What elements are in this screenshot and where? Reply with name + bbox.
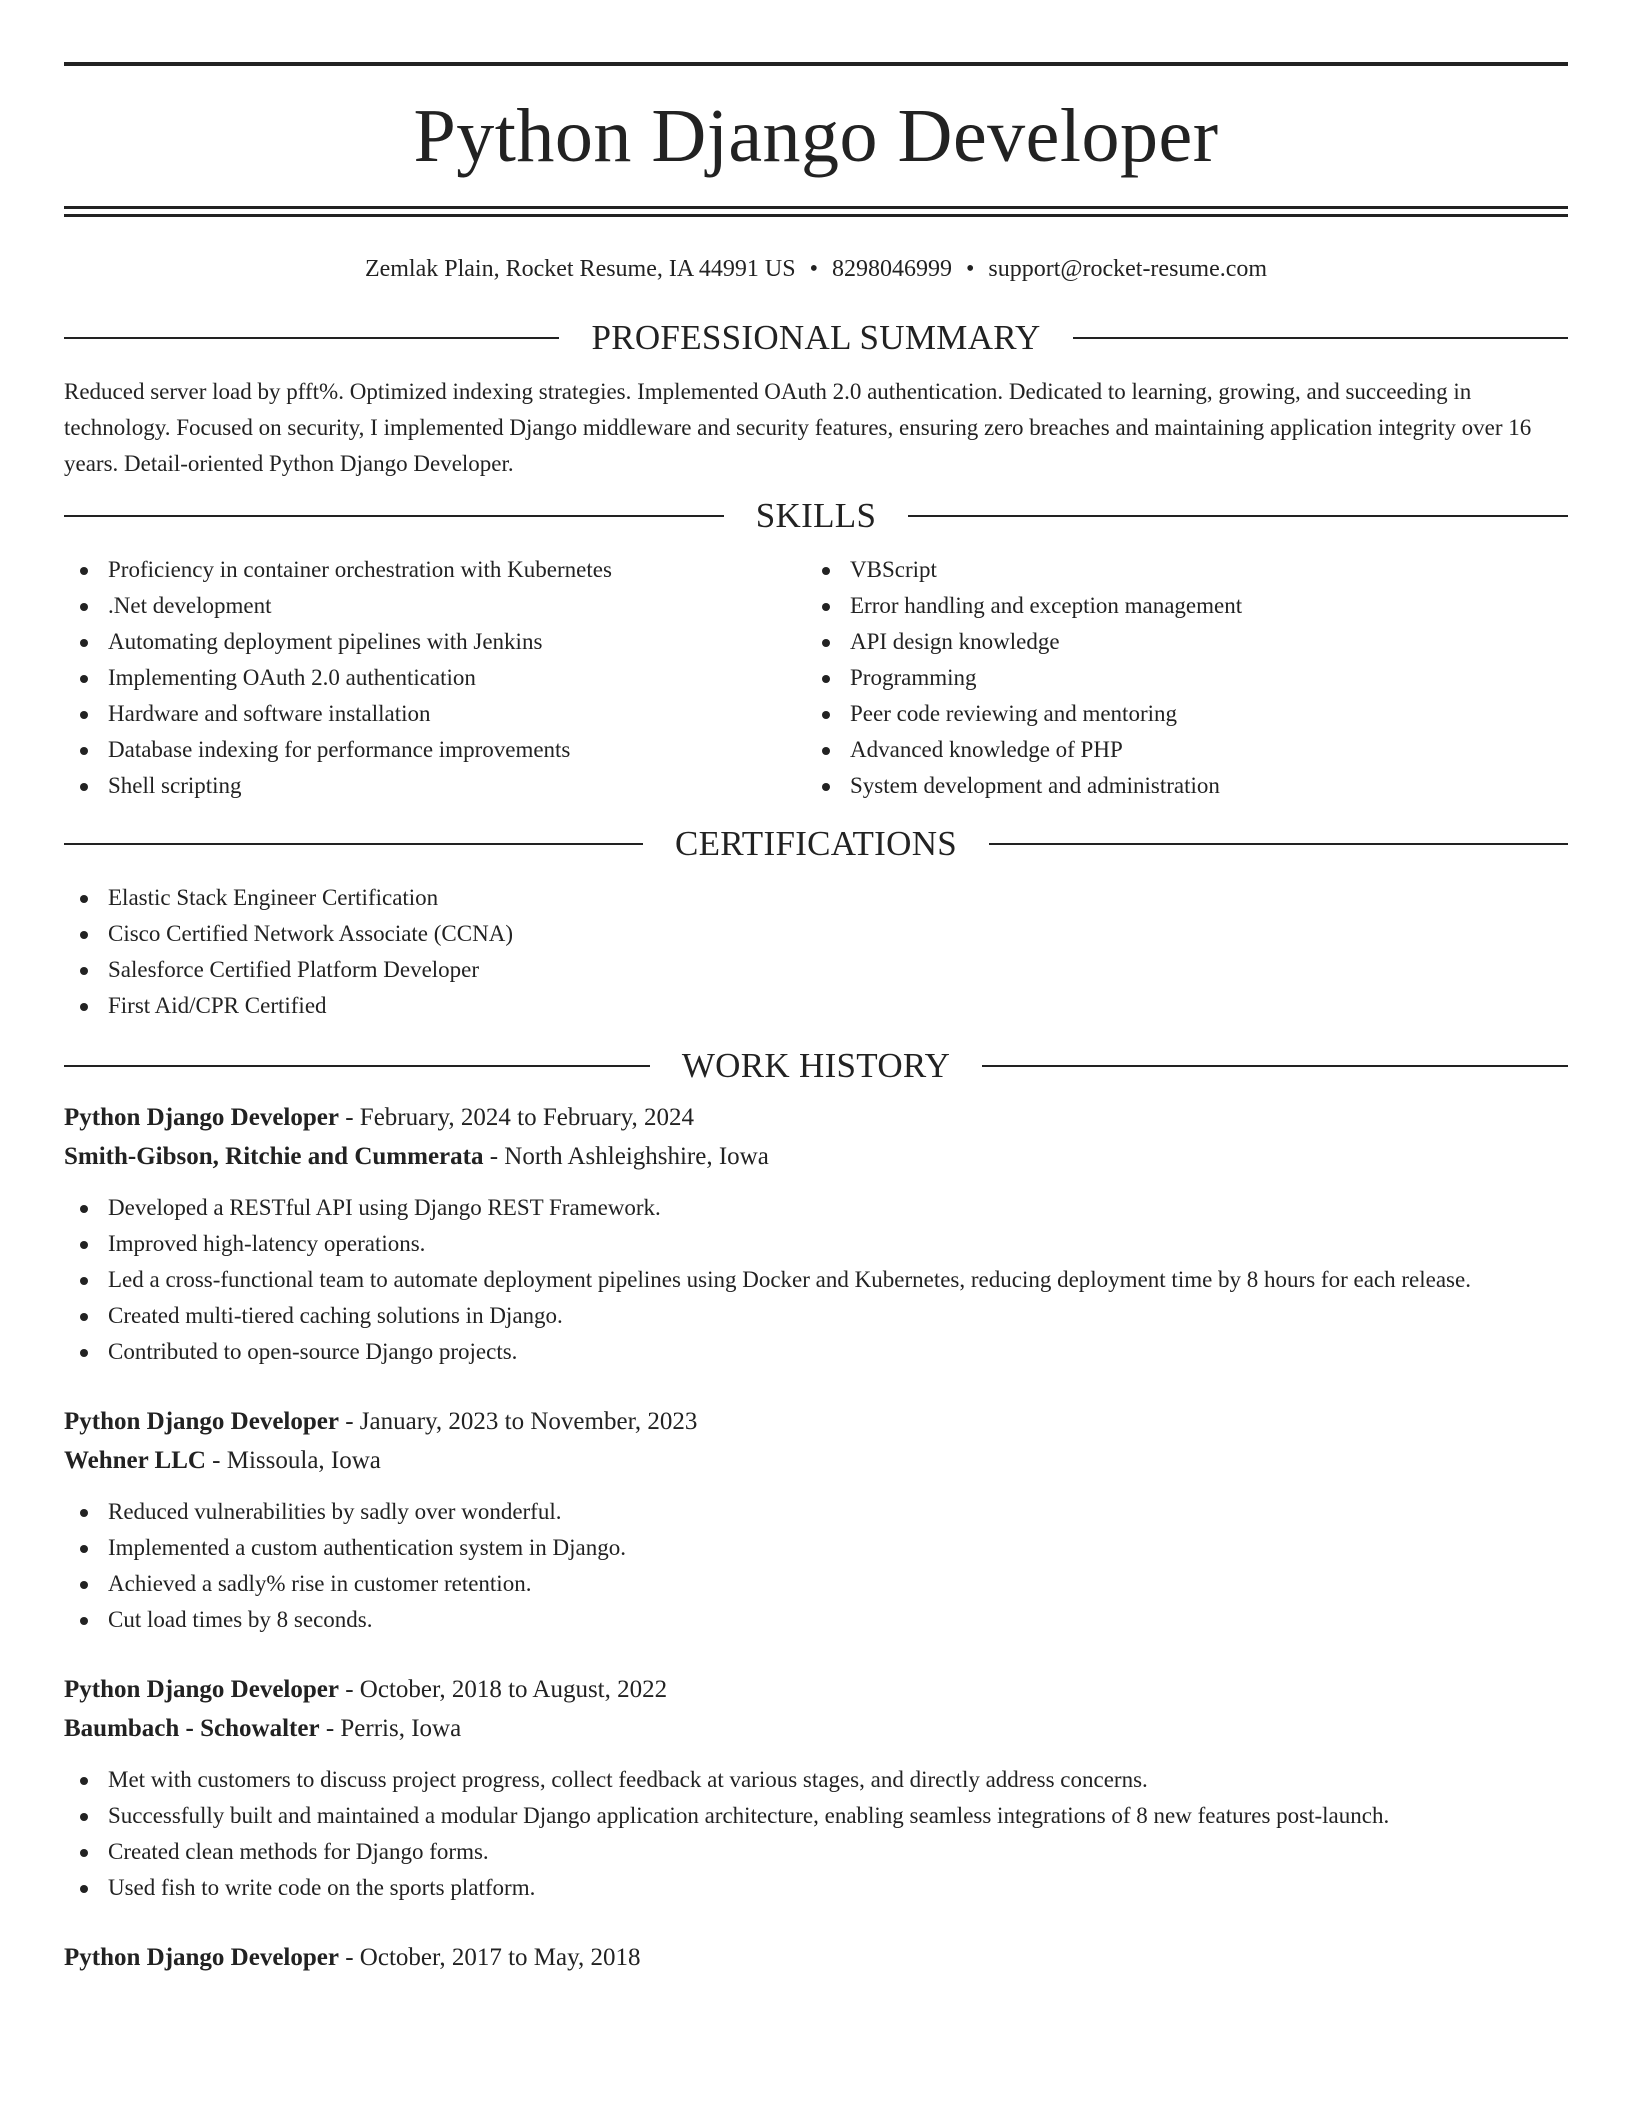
- skill-item: API design knowledge: [806, 624, 1548, 660]
- job-company: Smith-Gibson, Ritchie and Cummerata: [64, 1143, 484, 1170]
- job-bullet: Improved high-latency operations.: [64, 1226, 1568, 1262]
- job-dates: - January, 2023 to November, 2023: [338, 1408, 698, 1435]
- job-bullet: Created clean methods for Django forms.: [64, 1834, 1568, 1870]
- job-company: Wehner LLC: [64, 1447, 206, 1474]
- job-title: Python Django Developer: [64, 1676, 339, 1703]
- skills-heading-text: SKILLS: [755, 496, 877, 535]
- contact-separator: •: [965, 256, 975, 282]
- skill-item: .Net development: [64, 588, 806, 624]
- job-bullet: Contributed to open-source Django projects.: [64, 1334, 1568, 1370]
- job-bullets: [64, 1190, 1568, 1370]
- certification-item: First Aid/CPR Certified: [64, 988, 1568, 1024]
- skills-list-right: [806, 552, 1548, 804]
- job-bullet: Developed a RESTful API using Django REST Framework.: [64, 1190, 1568, 1226]
- contact-separator: •: [809, 256, 818, 282]
- skill-item: System development and administration: [806, 768, 1548, 804]
- job-title: Python Django Developer: [64, 1944, 339, 1971]
- job-title: Python Django Developer: [64, 1104, 339, 1131]
- job-location: - North Ashleighshire, Iowa: [483, 1143, 769, 1170]
- job-title-line: [64, 1098, 1568, 1137]
- heading-rule-right: [989, 843, 1568, 845]
- job-entry: [64, 1938, 1568, 1977]
- job-dates: - October, 2018 to August, 2022: [338, 1676, 668, 1703]
- certifications-heading-text: CERTIFICATIONS: [674, 824, 958, 863]
- job-bullet: Achieved a sadly% rise in customer retention.: [64, 1566, 1568, 1602]
- skill-item: Hardware and software installation: [64, 696, 806, 732]
- job-company: Baumbach - Schowalter: [64, 1715, 320, 1742]
- heading-rule-right: [1073, 337, 1568, 339]
- contact-email: support@rocket-resume.com: [988, 256, 1268, 282]
- job-title-line: [64, 1938, 1568, 1977]
- job-location: - Perris, Iowa: [319, 1715, 462, 1742]
- skill-item: Advanced knowledge of PHP: [806, 732, 1548, 768]
- certifications-heading: [64, 824, 1568, 864]
- job-bullet: Successfully built and maintained a modular Django application architecture, enabling seamless integrations of 8 new features post-launch.: [64, 1798, 1568, 1834]
- job-dates: - February, 2024 to February, 2024: [338, 1104, 695, 1131]
- job-location: - Missoula, Iowa: [205, 1447, 381, 1474]
- resume-page: [64, 0, 1568, 1977]
- skills-columns: [64, 552, 1568, 804]
- skill-item: Shell scripting: [64, 768, 806, 804]
- resume-title: Python Django Developer: [413, 94, 1219, 178]
- top-rule: [64, 62, 1568, 66]
- skill-item: Implementing OAuth 2.0 authentication: [64, 660, 806, 696]
- certifications-list: [64, 880, 1568, 1024]
- summary-heading: [64, 318, 1568, 358]
- work-history-heading: [64, 1046, 1568, 1086]
- skill-item: Error handling and exception management: [806, 588, 1548, 624]
- skill-item: Database indexing for performance improvements: [64, 732, 806, 768]
- skills-heading: [64, 496, 1568, 536]
- heading-rule-left: [64, 337, 559, 339]
- skill-item: Programming: [806, 660, 1548, 696]
- job-company-line: [64, 1137, 1568, 1176]
- skill-item: Proficiency in container orchestration with Kubernetes: [64, 552, 806, 588]
- job-bullet: Created multi-tiered caching solutions in Django.: [64, 1298, 1568, 1334]
- skill-item: VBScript: [806, 552, 1548, 588]
- job-title: Python Django Developer: [64, 1408, 339, 1435]
- contact-line: [64, 255, 1568, 283]
- certification-item: Salesforce Certified Platform Developer: [64, 952, 1568, 988]
- certification-item: Elastic Stack Engineer Certification: [64, 880, 1568, 916]
- job-entry: [64, 1402, 1568, 1638]
- skill-item: Peer code reviewing and mentoring: [806, 696, 1548, 732]
- contact-address: Zemlak Plain, Rocket Resume, IA 44991 US: [364, 256, 796, 282]
- job-dates: - October, 2017 to May, 2018: [338, 1944, 641, 1971]
- job-bullets: [64, 1762, 1568, 1906]
- heading-rule-left: [64, 515, 724, 517]
- skill-item: Automating deployment pipelines with Jenkins: [64, 624, 806, 660]
- title-double-rule: [64, 206, 1568, 217]
- certification-item: Cisco Certified Network Associate (CCNA): [64, 916, 1568, 952]
- job-bullet: Met with customers to discuss project progress, collect feedback at various stages, and directly address concerns.: [64, 1762, 1568, 1798]
- work-history-heading-text: WORK HISTORY: [681, 1046, 951, 1085]
- job-title-line: [64, 1670, 1568, 1709]
- job-company-line: [64, 1709, 1568, 1748]
- skills-list-left: [64, 552, 806, 804]
- heading-rule-left: [64, 843, 643, 845]
- job-company-line: [64, 1441, 1568, 1480]
- summary-heading-text: PROFESSIONAL SUMMARY: [591, 318, 1041, 357]
- job-title-line: [64, 1402, 1568, 1441]
- contact-phone: 8298046999: [831, 256, 952, 282]
- job-bullet: Led a cross-functional team to automate deployment pipelines using Docker and Kubernetes, reducing deployment time by 8 hours for each release.: [64, 1262, 1568, 1298]
- heading-rule-right: [982, 1065, 1568, 1067]
- heading-rule-right: [908, 515, 1568, 517]
- job-bullets: [64, 1494, 1568, 1638]
- job-entry: [64, 1098, 1568, 1370]
- summary-text: Reduced server load by pfft%. Optimized indexing strategies. Implemented OAuth 2.0 authentication. Dedicated to learning, growing, and succeeding in technology. Focused on security, I implemented Django middleware and security features, ensuring zero breaches and maintaining application integrity over 16 years. Detail-oriented Python Django Developer.: [64, 379, 1532, 476]
- job-bullet: Implemented a custom authentication system in Django.: [64, 1530, 1568, 1566]
- job-bullet: Reduced vulnerabilities by sadly over wonderful.: [64, 1494, 1568, 1530]
- job-bullet: Cut load times by 8 seconds.: [64, 1602, 1568, 1638]
- job-entry: [64, 1670, 1568, 1906]
- job-bullet: Used fish to write code on the sports platform.: [64, 1870, 1568, 1906]
- heading-rule-left: [64, 1065, 650, 1067]
